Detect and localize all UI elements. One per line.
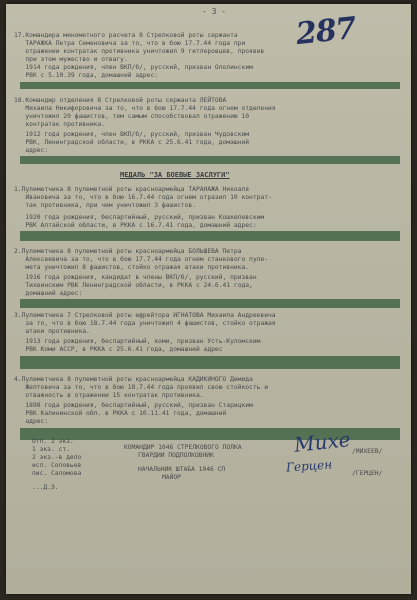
redaction-bar [20,356,400,369]
entry-line: 17.Командира минометного расчета 8 Стрелковой роты сержанта [14,32,238,39]
chief-title: НАЧАЛЬНИК ШТАБА 1046 СП [138,466,226,473]
entry-line: за то, что в бою 18.7.44 года уничтожил 4 фашистов, стойко отражая [14,320,276,327]
redaction-bar [20,299,400,308]
entry-line: 1916 года рождения, кандидат в члены ВКП/б/, русский, призван [14,274,257,281]
chief-signature: Герцен [285,457,333,475]
entry-line: 1920 года рождения, беспартийный, русский, призван Кошкелевским [14,214,265,221]
entry-line: Алексеевича за то, что в бою 17.7.44 года огнем станкового пуле- [14,256,269,263]
entry-line: контратак противника. [14,121,105,128]
entry-line: отважность в отражении 15 контратак противника. [14,392,204,399]
entry-line: Желтовича за то, что в бою 18.7.44 года проявил свою стойкость и [14,384,269,391]
footer-line: 2 экз.-в дело [32,454,82,461]
entry-line: РВК Калининской обл. в РККА с 10.11.41 года, домашний [14,410,227,417]
footer-line: Отп. 2 экз. [32,438,74,445]
commander-name: /МИХЕЕВ/ [352,448,383,455]
entry-line: Михаила Никифоровича за то, что в бою 17.7.44 года огнем отделения [14,105,276,112]
page-number: - 3 - [202,7,227,16]
entry-line: 2.Пулеметчика 8 пулеметной роты красноармейца БОЛЬШЕВА Петра [14,248,242,255]
commander-rank: ГВАРДИИ ПОДПОЛКОВНИК [138,452,214,459]
section-heading: МЕДАЛЬ "ЗА БОЕВЫЕ ЗАСЛУГИ" [120,171,230,179]
footer-line: 1 экз. ст. [32,446,70,453]
entry-line: атаки противника. [14,328,90,335]
entry-line: Ивановича за то, что в бою 16.7.44 года огнем отразил 10 контрат- [14,194,272,201]
entry-line: домашний адрес: [14,290,83,297]
entry-line: 1898 года рождения, беспартийный, русский, призван Старицким [14,402,253,409]
chief-rank: МАЙОР [162,474,181,481]
entry-line: РВК Алтайской области, в РККА с 16.7.41 года, домашний адрес: [14,222,257,229]
footer-line: пис. Саломова [32,470,82,477]
entry-line: Тихвинским РВК Ленинградской области, в РККА с 24.6.41 года, [14,282,253,289]
footer-line: исп. Соловьев [32,462,82,469]
footer-line: ...Д.Э. [32,484,59,491]
commander-signature: Михе [292,427,352,457]
entry-line: 1912 года рождения, член ВКП/б/, русский, призван Чудовским [14,131,250,138]
entry-line: при этом мужество и отвагу. [14,56,128,63]
entry-line: адрес: [14,147,49,154]
entry-line: ТАРАЖКА Петра Семеновича за то, что в бою 17.7.44 года при [14,40,246,47]
redaction-bar [20,231,400,241]
entry-line: РВК, Ленинградской области, в РККА с 25.6.41 года, домашний [14,139,250,146]
entry-line: адрес: [14,418,49,425]
entry-line: РВК Коми АССР, в РККА с 25.6.41 года, домашний адрес [14,346,223,353]
entry-line: 1914 года рождения, член ВКП/б/, русский, призван Ололинским [14,64,253,71]
entry-line: 3.Пулеметчика 7 Стрелковой роты ефрейтора ИГНАТОВА Михаила Андреевича [14,312,276,319]
entry-line: так противника, при чем уничтожил 3 фашистов. [14,202,196,209]
document-page [6,4,411,594]
entry-line: 4.Пулеметчика 8 пулеметной роты красноармейца КАДИКИНОГО Демида [14,376,253,383]
entry-line: отражении контратак противника уничтожил 9 гитлеровцев, проявив [14,48,265,55]
entry-line: РВК с 5.10.39 года, домашний адрес: [14,72,159,79]
entry-line: 18.Командир отделения 8 Стрелковой роты сержанта ЛЕЙТОВА [14,97,227,104]
commander-title: КОМАНДИР 1046 СТРЕЛКОВОГО ПОЛКА [124,444,242,451]
entry-line: 1.Пулеметчика 8 пулеметной роты красноармейца ТАРАНАЖА Никоаля [14,186,250,193]
entry-line: мета уничтожил 8 фашистов, стойко отражая атаки противника. [14,264,250,271]
handwritten-archive-number: 287 [294,10,358,53]
chief-name: /ГЕРЦЕН/ [352,470,383,477]
redaction-bar [20,156,400,164]
entry-line: уничтожил 20 фашистов, тем самым способствовал отражению 10 [14,113,250,120]
redaction-bar [20,82,400,89]
entry-line: 1913 года рождения, беспартийный, коми, призван Усть-Куломским [14,338,261,345]
